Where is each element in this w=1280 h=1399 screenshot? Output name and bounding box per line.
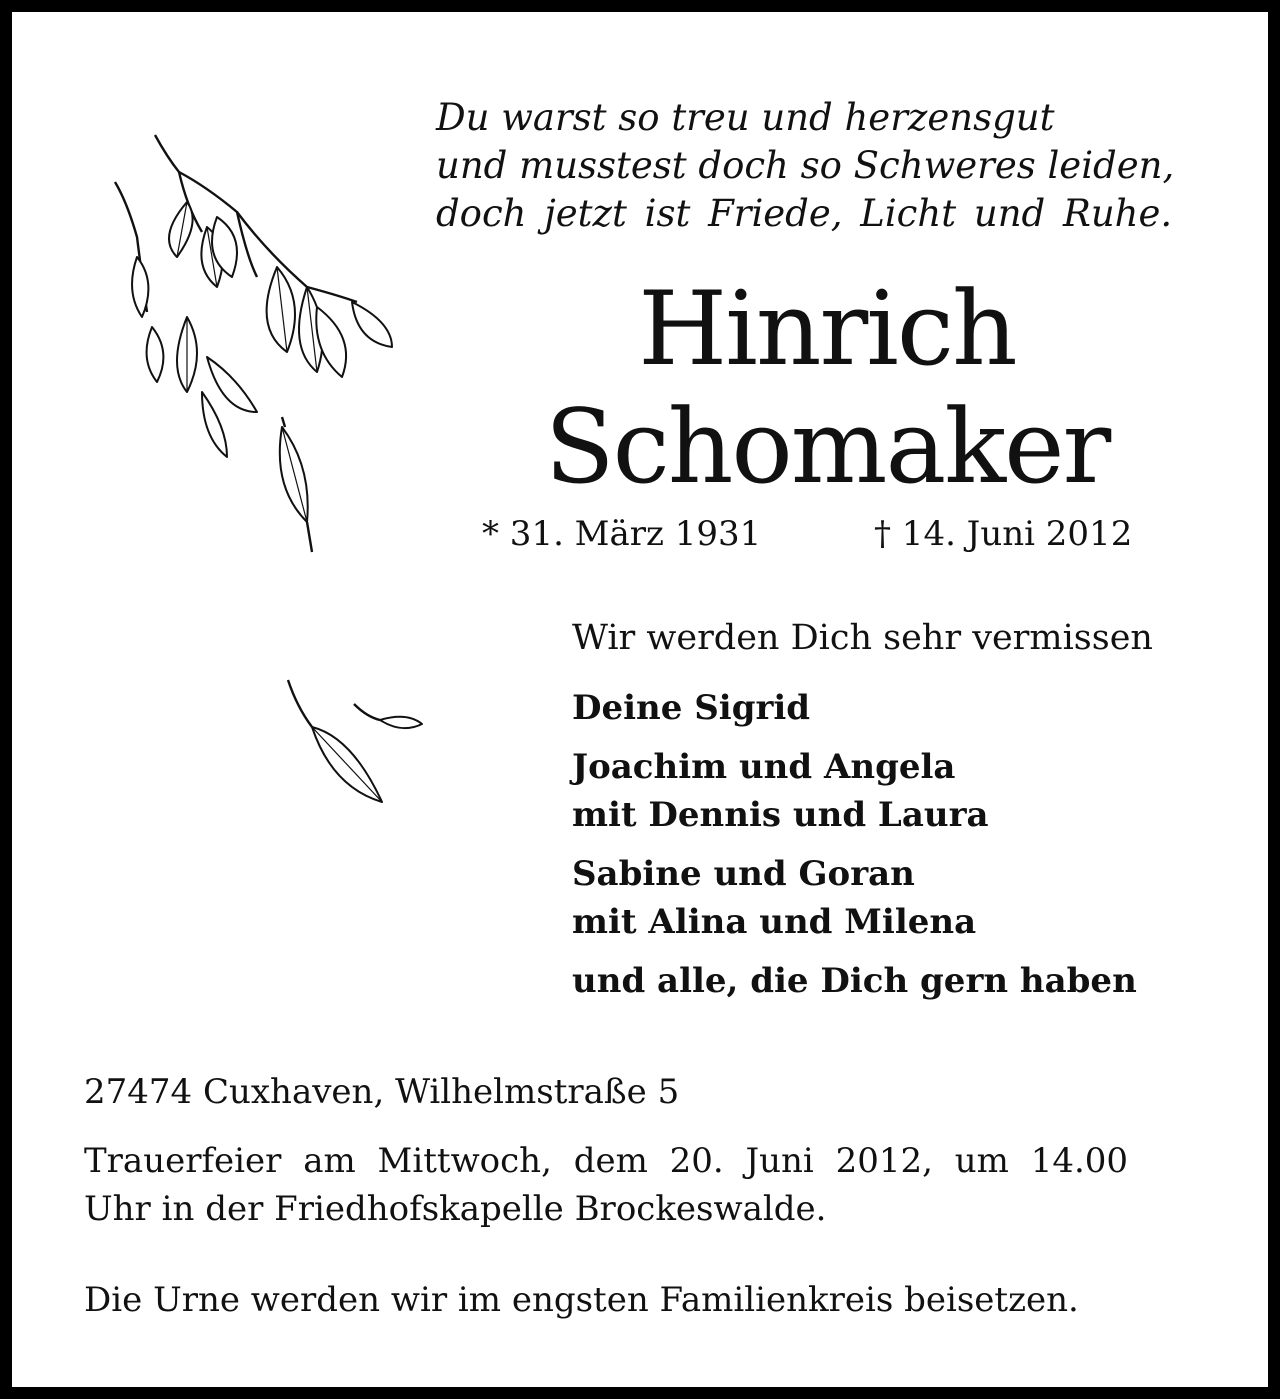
death-date: † 14. Juni 2012 xyxy=(874,514,1133,554)
poem-line: doch jetzt ist Friede, Licht und Ruhe. xyxy=(436,192,1173,235)
ceremony-line: Trauerfeier am Mittwoch, dem 20. Juni 2012, um 14.00 xyxy=(84,1141,1129,1181)
ceremony-line: Uhr in der Friedhofskapelle Brockeswalde. xyxy=(84,1189,827,1229)
mourner-line: Deine Sigrid xyxy=(572,688,811,728)
mourner-line: Joachim und Angela xyxy=(572,747,956,787)
mourners-list xyxy=(572,684,1137,1016)
mourner-group xyxy=(572,957,1137,1005)
closing-line: Wir werden Dich sehr vermissen xyxy=(572,618,1153,658)
deceased-last-name: Schomaker xyxy=(544,388,1110,507)
mourner-line: Sabine und Goran xyxy=(572,854,915,894)
falling-leaves-icon xyxy=(282,672,432,812)
memorial-poem xyxy=(436,94,1236,238)
mourner-line: mit Dennis und Laura xyxy=(572,795,989,835)
mourner-line: und alle, die Dich gern haben xyxy=(572,961,1137,1001)
address: 27474 Cuxhaven, Wilhelmstraße 5 xyxy=(84,1072,680,1112)
mourner-line: mit Alina und Milena xyxy=(572,902,977,942)
deceased-first-name: Hinrich xyxy=(638,270,1016,389)
mourner-group xyxy=(572,684,1137,732)
poem-line: und musstest doch so Schweres leiden, xyxy=(436,144,1175,187)
urn-burial-note: Die Urne werden wir im engsten Familienkreis beisetzen. xyxy=(84,1280,1079,1320)
poem-line: Du warst so treu und herzensgut xyxy=(436,96,1055,139)
mourner-group xyxy=(572,850,1137,946)
funeral-service-info xyxy=(84,1137,1219,1233)
birth-date: * 31. März 1931 xyxy=(482,514,762,554)
birch-branch-icon xyxy=(107,127,407,567)
mourner-group xyxy=(572,743,1137,839)
